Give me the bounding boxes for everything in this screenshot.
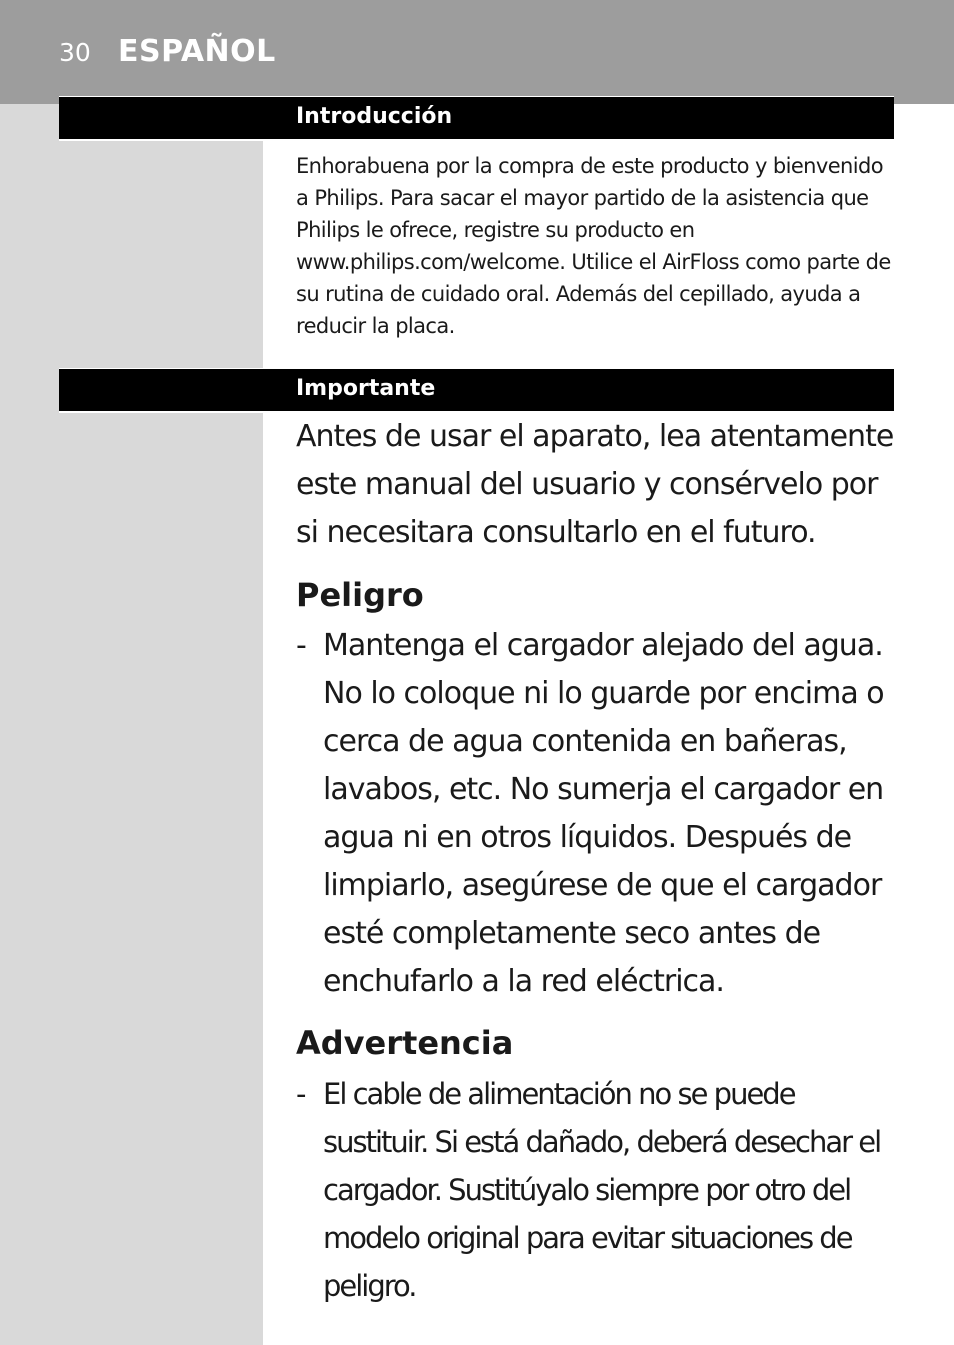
section-bar-importante	[59, 368, 894, 411]
warning-heading: Advertencia	[296, 1024, 514, 1062]
important-paragraph: Antes de usar el aparato, lea atentamente este manual del usuario y consérvelo por si necesitara consultarlo en el futuro.	[296, 419, 894, 550]
intro-divider	[59, 139, 263, 141]
section-title-importante: Importante	[296, 376, 436, 401]
page-language: ESPAÑOL	[118, 34, 276, 69]
section-bar-introduccion	[59, 96, 894, 139]
warning-bullet	[296, 1070, 906, 1310]
danger-bullet	[296, 622, 906, 1006]
important-divider	[59, 411, 263, 413]
bullet-dash: -	[296, 1077, 305, 1111]
page-number: 30	[59, 38, 91, 67]
side-strip	[0, 104, 263, 1345]
danger-heading: Peligro	[296, 576, 424, 614]
section-title-introduccion: Introducción	[296, 104, 453, 129]
danger-bullet-text: Mantenga el cargador alejado del agua. No lo coloque ni lo guarde por encima o cerca de agua contenida en bañeras, lavabos, etc. No sumerja el cargador en agua ni en otros líquidos. Después de limpiarlo, asegúrese de que el cargador esté completamente seco antes de enchufarlo a la red eléctrica.	[323, 628, 884, 999]
warning-bullet-text: El cable de alimentación no se puede sustituir. Si está dañado, deberá desechar el cargador. Sustitúyalo siempre por otro del modelo original para evitar situaciones de peligro.	[323, 1077, 881, 1303]
intro-paragraph: Enhorabuena por la compra de este producto y bienvenido a Philips. Para sacar el mayor partido de la asistencia que Philips le ofrece, registre su producto en www.philips.com/welcome. Utilice el AirFloss como parte de su rutina de cuidado oral. Además del cepillado, ayuda a reducir la placa.	[296, 154, 891, 338]
bullet-dash: -	[296, 628, 306, 663]
